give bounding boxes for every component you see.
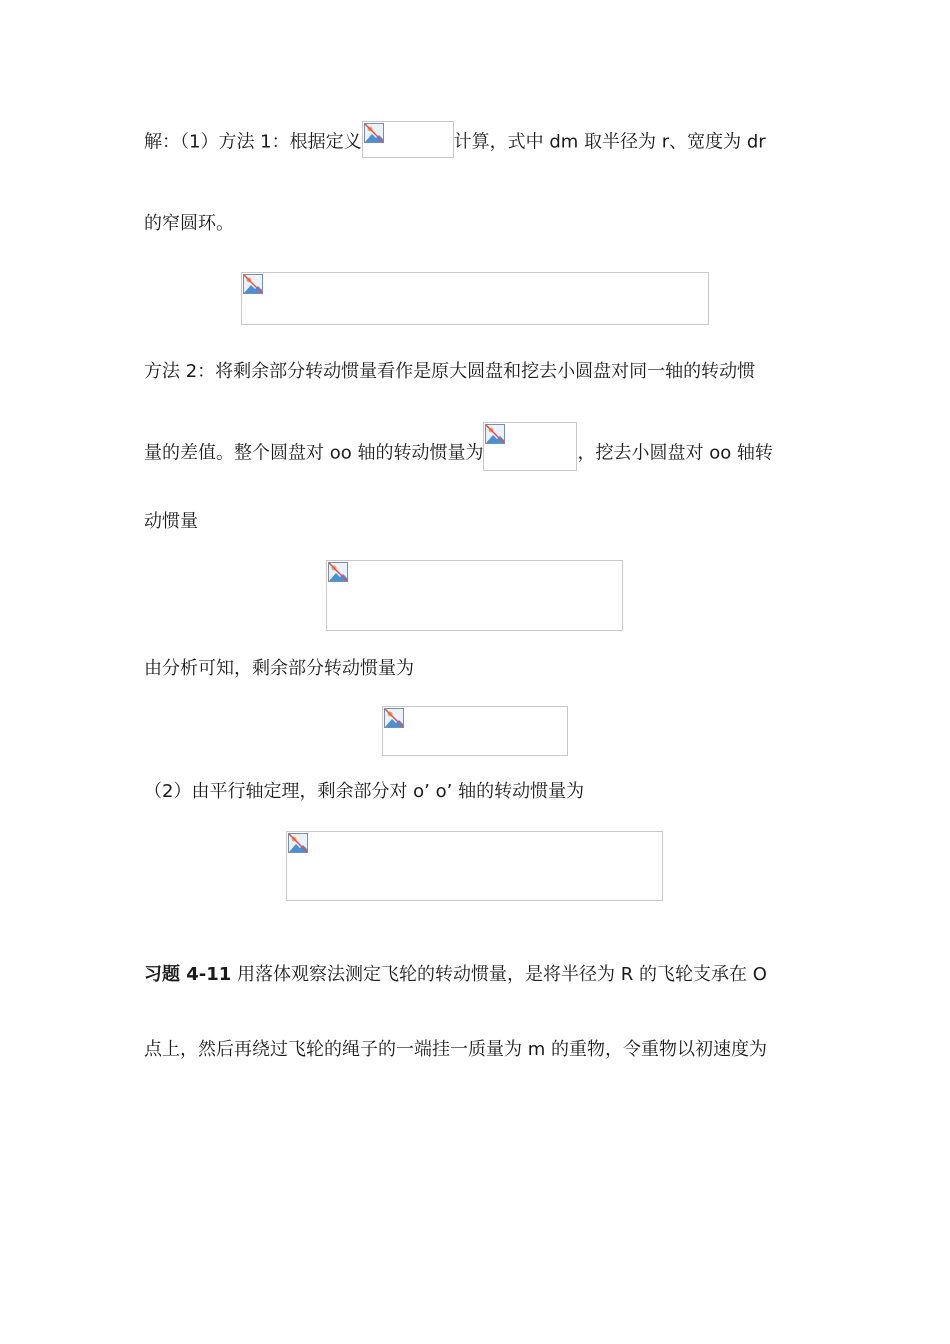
solution-text-2b1: 量的差值。整个圆盘对 oo 轴的转动惯量为 xyxy=(144,442,484,464)
formula-image-parallel-axis xyxy=(286,831,663,901)
solution-text-4: （2）由平行轴定理，剩余部分对 o’ o’ 轴的转动惯量为 xyxy=(144,781,585,802)
formula-image-small-disc xyxy=(326,560,623,631)
solution-line-6 xyxy=(144,658,414,680)
broken-image-icon xyxy=(364,123,384,143)
solution-text-2a: 方法 2：将剩余部分转动惯量看作是原大圆盘和挖去小圆盘对同一轴的转动惯 xyxy=(144,361,756,382)
broken-image-icon xyxy=(384,708,404,728)
broken-image-icon xyxy=(288,833,308,853)
formula-image-whole-disc xyxy=(483,422,577,471)
solution-line-7 xyxy=(144,781,584,803)
solution-text-1b: 计算，式中 dm 取半径为 r、宽度为 dr xyxy=(453,131,766,153)
solution-line-5 xyxy=(144,511,198,533)
exercise-number: 习题 4-11 xyxy=(144,964,232,985)
solution-line-2 xyxy=(144,213,234,235)
broken-image-icon xyxy=(485,424,505,444)
solution-text-2c: 动惯量 xyxy=(144,511,198,532)
solution-text-1a: 解：（1）方法 1：根据定义 xyxy=(144,131,362,153)
formula-image-method1 xyxy=(241,272,709,325)
exercise-text-1: 用落体观察法测定飞轮的转动惯量，是将半径为 R 的飞轮支承在 O xyxy=(231,964,767,985)
solution-line-3 xyxy=(144,361,755,383)
exercise-text-2: 点上，然后再绕过飞轮的绳子的一端挂一质量为 m 的重物，令重物以初速度为 xyxy=(144,1039,767,1060)
exercise-line-1 xyxy=(144,964,767,986)
solution-text-3: 由分析可知，剩余部分转动惯量为 xyxy=(144,658,414,679)
broken-image-icon xyxy=(243,274,263,294)
exercise-line-2 xyxy=(144,1039,767,1061)
formula-image-remaining xyxy=(382,706,568,756)
solution-text-1c: 的窄圆环。 xyxy=(144,213,234,234)
solution-text-2b2: ，挖去小圆盘对 oo 轴转 xyxy=(577,442,773,464)
broken-image-icon xyxy=(328,562,348,582)
solution-line-1 xyxy=(144,127,766,153)
solution-line-4 xyxy=(144,436,773,464)
formula-image-definition xyxy=(362,121,454,158)
